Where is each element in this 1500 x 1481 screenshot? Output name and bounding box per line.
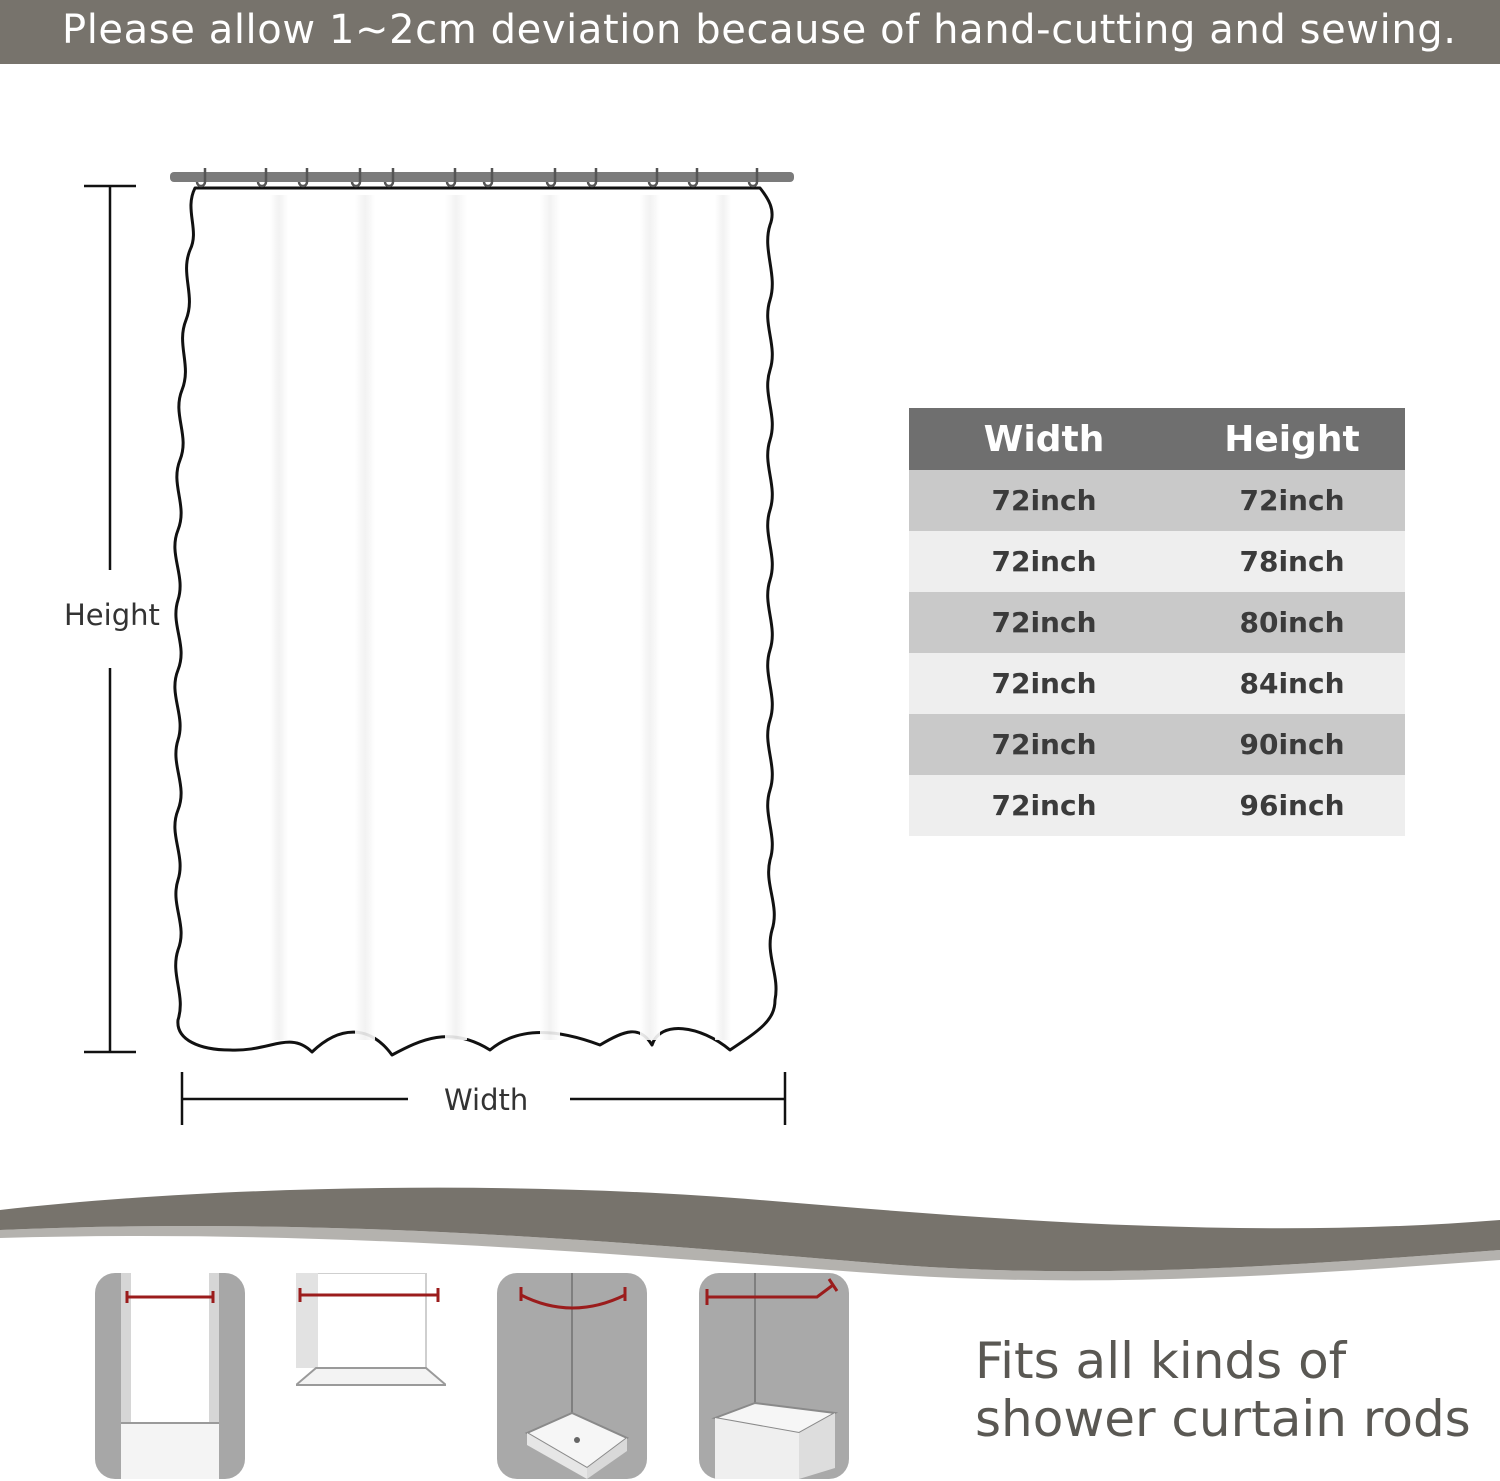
straight-rod-open-icon	[296, 1273, 446, 1393]
table-cell-height: 72inch	[1179, 470, 1405, 531]
table-cell-height: 78inch	[1179, 531, 1405, 592]
table-row	[909, 653, 1405, 714]
curved-rod-corner-icon	[497, 1273, 647, 1479]
table-cell-width: 72inch	[909, 714, 1179, 775]
table-cell-width: 72inch	[909, 470, 1179, 531]
deviation-note: Please allow 1~2cm deviation because of hand-cutting and sewing.	[62, 7, 1457, 53]
deviation-banner	[0, 0, 1500, 64]
table-cell-width: 72inch	[909, 653, 1179, 714]
table-row	[909, 714, 1405, 775]
l-shaped-rod-corner-icon	[699, 1273, 849, 1479]
table-cell-height: 90inch	[1179, 714, 1405, 775]
table-cell-width: 72inch	[909, 531, 1179, 592]
table-cell-width: 72inch	[909, 592, 1179, 653]
curtain-rod-icon	[170, 172, 794, 182]
table-cell-height: 96inch	[1179, 775, 1405, 836]
height-label: Height	[64, 598, 160, 632]
column-header-height: Height	[1179, 408, 1405, 470]
table-cell-width: 72inch	[909, 775, 1179, 836]
table-cell-height: 80inch	[1179, 592, 1405, 653]
straight-rod-alcove-icon	[95, 1273, 245, 1479]
table-row	[909, 775, 1405, 836]
size-table	[909, 408, 1405, 836]
table-row	[909, 592, 1405, 653]
rod-caption-line-2: shower curtain rods	[975, 1390, 1471, 1448]
curtain-icon	[175, 188, 776, 1055]
curtain-diagram	[0, 100, 820, 1180]
table-row	[909, 470, 1405, 531]
rod-caption-line-1: Fits all kinds of	[975, 1332, 1347, 1390]
rod-compatibility-caption	[975, 1332, 1471, 1448]
width-label: Width	[444, 1083, 529, 1117]
table-cell-height: 84inch	[1179, 653, 1405, 714]
table-header-row	[909, 408, 1405, 470]
column-header-width: Width	[909, 408, 1179, 470]
table-row	[909, 531, 1405, 592]
